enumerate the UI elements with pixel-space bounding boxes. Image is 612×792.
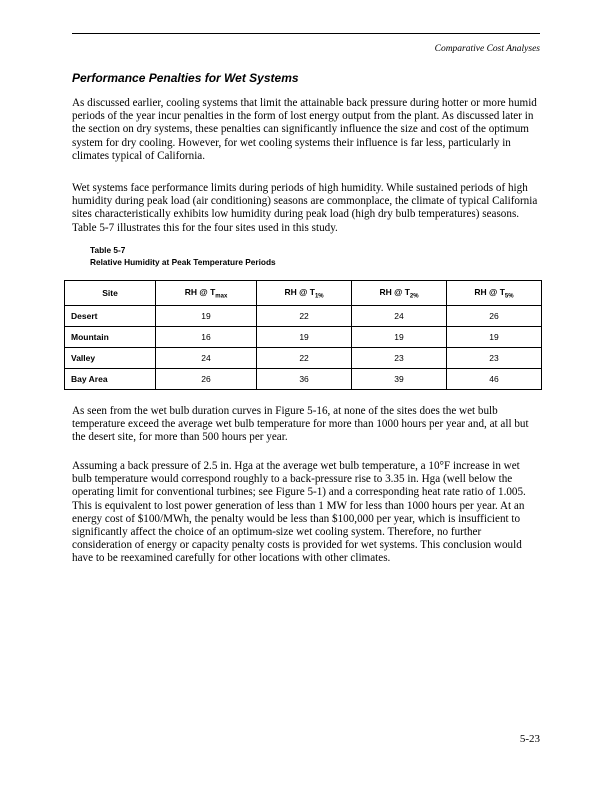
table-cell: 19: [257, 327, 352, 348]
section-title: Performance Penalties for Wet Systems: [72, 71, 299, 85]
table-cell: 46: [447, 369, 542, 390]
table-cell-site: Mountain: [65, 327, 156, 348]
column-header: RH @ $T_{2\%}$: [352, 281, 447, 306]
column-header: RH @ $T_{max}$: [156, 281, 257, 306]
table-cell-site: Valley: [65, 348, 156, 369]
paragraph: As seen from the wet bulb duration curves in Figure 5-16, at none of the sites does the wet bulb temperature exceed the average wet bulb temperature for more than 1000 hours per year and, at all but the desert site, for more than 500 hours per year.: [72, 405, 529, 444]
paragraph: Wet systems face performance limits during periods of high humidity. While sustained periods of high humidity during peak load (air conditioning) seasons are commonplace, the climate of typical California sites characteristically exhibits low humidity during peak load (high dry bulb temperatures) seasons. Table 5-7 illustrates this for the four sites used in this study.: [72, 182, 538, 234]
table-cell: 24: [352, 306, 447, 327]
column-header: RH @ $T_{5\%}$: [447, 281, 542, 306]
table-row: [65, 348, 542, 369]
page-number: 5-23: [519, 733, 540, 745]
table-cell: 22: [257, 306, 352, 327]
column-header: RH @ $T_{1\%}$: [257, 281, 352, 306]
table-cell: 22: [257, 348, 352, 369]
table-cell: 26: [447, 306, 542, 327]
humidity-table: [64, 280, 542, 390]
running-head: Comparative Cost Analyses: [434, 44, 540, 54]
table-cell: 16: [156, 327, 257, 348]
table-cell: 19: [352, 327, 447, 348]
table-cell: 23: [447, 348, 542, 369]
table-cell: 19: [447, 327, 542, 348]
table-cell-site: Desert: [65, 306, 156, 327]
table-cell: 23: [352, 348, 447, 369]
table-cell: 26: [156, 369, 257, 390]
table-cell: 24: [156, 348, 257, 369]
header-rule: [72, 33, 540, 34]
table-header-row: [65, 281, 542, 306]
paragraph: Assuming a back pressure of 2.5 in. Hga at the average wet bulb temperature, a 10°F increase in wet bulb temperature would correspond roughly to a back-pressure rise to 3.35 in. Hga (well below the operating limit for conventional turbines; see Figure 5-1) and a corresponding heat rate ratio of 1.005. This is equivalent to lost power generation of less than 1 MW for less than 1000 hours per year. At an energy cost of $100/MWh, the penalty would be less than $100,000 per year, which is insufficient to significantly affect the choice of an optimum-size wet cooling system. Therefore, no further consideration of energy or capacity penalty costs is provided for wet systems. This conclusion would have to be reexamined carefully for other locations with other climates.: [72, 460, 526, 565]
table-row: [65, 327, 542, 348]
table-cell: 19: [156, 306, 257, 327]
table-number: Table 5-7: [90, 245, 126, 255]
table-caption: [90, 245, 276, 268]
table-cell: 39: [352, 369, 447, 390]
paragraph: As discussed earlier, cooling systems that limit the attainable back pressure during hotter or more humid periods of the year incur penalties in the form of lost energy output from the plant. As discussed later in the section on dry systems, these penalties can significantly influence the size and cost of the optimum system for dry cooling. However, for wet cooling systems their influence is far less, particularly in climates typical of California.: [72, 97, 537, 162]
table-cell-site: Bay Area: [65, 369, 156, 390]
table-cell: 36: [257, 369, 352, 390]
table-title: Relative Humidity at Peak Temperature Periods: [90, 256, 276, 267]
table-row: [65, 369, 542, 390]
table-row: [65, 306, 542, 327]
column-header: Site: [65, 281, 156, 306]
